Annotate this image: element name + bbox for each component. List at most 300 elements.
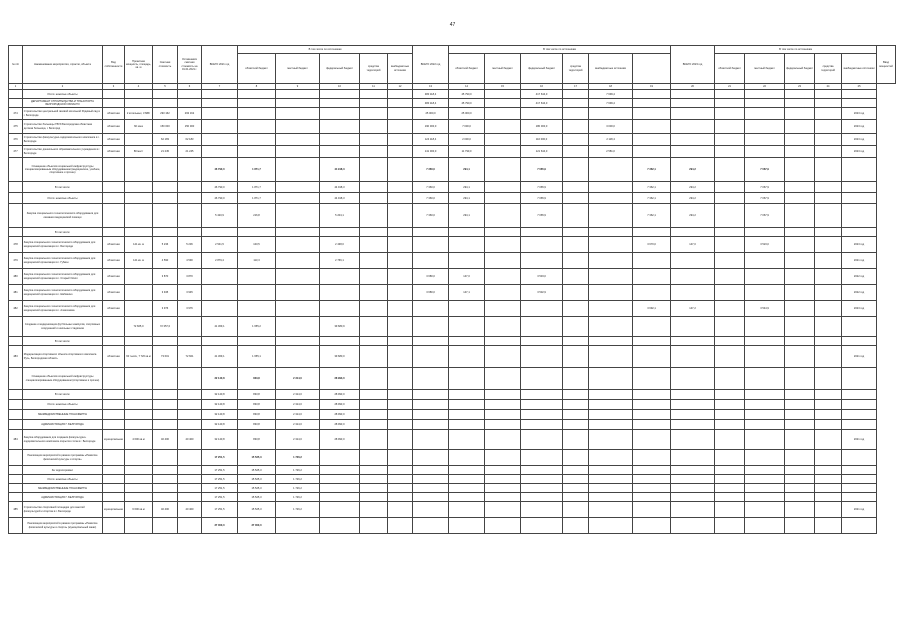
cell-cap: 4 600 кв.м [125,430,153,450]
cell-f22 [521,346,563,368]
cell-t21: 32 140,8 [202,430,238,450]
cell-f21 [320,285,360,301]
table-row [9,484,896,493]
cell-kind [103,182,125,193]
col-local-2023: местный бюджет [745,54,785,84]
cell-n: 484 [9,430,23,450]
cell-l23 [715,390,745,400]
cell-r23 [671,269,715,285]
cell-rem [178,493,202,502]
cell-l21 [276,204,320,228]
cell-name: Оснащение объектов социальной инфраструктуры специализированным оборудованием (медицинское, учебное, спортивное и прочее) [23,158,103,182]
cell-o21 [388,285,413,301]
cell-tr21 [360,182,388,193]
cell-n [9,317,23,337]
cell-f23 [745,400,785,410]
cell-l22 [485,253,521,269]
cell-tr21 [360,337,388,346]
cell-tr23 [785,120,815,134]
cell-r21 [238,99,276,108]
cell-name: Модернизация спортивного объекта спортивного комплекса Русь, Белгородская область [23,346,103,368]
cell-r23 [671,450,715,466]
cell-o22: 2 118,4 [589,134,633,146]
cell-tr22 [563,182,589,193]
cell-n: 476 [9,134,23,146]
cell-l22 [485,108,521,120]
cell-t23 [633,430,671,450]
cell-kind [103,193,125,204]
column-index-cell: 13 [413,84,449,90]
cell-f22 [521,253,563,269]
cell-tr21 [360,253,388,269]
cell-tr22 [563,253,589,269]
cell-l22 [485,493,521,502]
cell-r21 [238,146,276,158]
cell-r22 [449,430,485,450]
cell-l22 [485,90,521,99]
cell-f21 [320,518,360,534]
cell-o21 [388,410,413,420]
cell-tr22 [563,237,589,253]
cell-t22: 480 118,4 [413,90,449,99]
cell-r23: 147,2 [671,301,715,317]
cell-cost [153,193,178,204]
cell-cap: 141 кв. м [125,237,153,253]
cell-rem: 40 400 [178,430,202,450]
cell-cost [153,475,178,484]
cell-tr21 [360,466,388,475]
cell-r21 [238,285,276,301]
cell-inp: 2023 год [842,134,877,146]
cell-rem: 62 183 [178,134,202,146]
cell-tr22 [563,400,589,410]
cell-r23 [671,368,715,390]
cell-o22 [589,269,633,285]
cell-t22 [413,337,449,346]
cell-cap [125,228,153,237]
column-index-cell: 16 [521,84,563,90]
cell-l23 [715,368,745,390]
table-row [9,410,896,420]
cell-cost [153,484,178,493]
cell-r22: 45 790,0 [449,90,485,99]
cell-f22 [521,108,563,120]
cell-l22 [485,400,521,410]
cell-o22 [589,410,633,420]
cell-kind: областная [103,134,125,146]
cell-f23 [745,285,785,301]
cell-o21 [388,90,413,99]
cell-l22 [485,120,521,134]
cell-o21 [388,237,413,253]
cell-n: 485 [9,502,23,518]
cell-r21 [238,228,276,237]
cell-inp [842,466,877,475]
cell-r22: 294,1 [449,204,485,228]
cell-tr23 [785,193,815,204]
cell-r23 [671,400,715,410]
cell-rem [178,410,202,420]
cell-o21 [388,146,413,158]
cell-l21 [276,518,320,534]
cell-l21 [276,90,320,99]
cell-r22: 294,1 [449,193,485,204]
cell-l22 [485,317,521,337]
cell-cap [125,337,153,346]
cell-o21 [388,158,413,182]
cell-tr23 [785,204,815,228]
cell-t21: 32 140,8 [202,420,238,430]
cell-f21 [320,475,360,484]
cell-l23 [715,269,745,285]
cell-o21 [388,420,413,430]
cell-r21: 1 871,7 [238,182,276,193]
cell-o23 [815,400,842,410]
col-input: Ввод мощностей [877,46,896,84]
cell-cost [153,410,178,420]
cell-tr21 [360,285,388,301]
cell-r21: 113,3 [238,253,276,269]
cell-cost: 21 245 [153,146,178,158]
cell-tr21 [360,90,388,99]
cell-r23 [671,420,715,430]
cell-o21 [388,120,413,134]
cell-o21 [388,502,413,518]
cell-rem [178,90,202,99]
cell-r22: 11 790,0 [449,146,485,158]
cell-cost: 5 236 [153,237,178,253]
col-kind: Вид собственности [103,46,125,84]
table-row [9,108,896,120]
cell-t23 [633,400,671,410]
cell-t22 [413,253,449,269]
cell-f22: 3 532,9 [521,285,563,301]
cell-t23 [633,108,671,120]
cell-t23 [633,99,671,108]
cell-o23 [815,390,842,400]
cell-tr22 [563,368,589,390]
cell-t22: 7 360,0 [413,182,449,193]
cell-inp [842,410,877,420]
cell-r22 [449,410,485,420]
cell-t23 [633,285,671,301]
cell-f23 [745,450,785,466]
cell-cap [125,493,153,502]
table-row [9,390,896,400]
cell-name: Закупка специального технологического оборудования для медицинской организации в г. Губкин [23,253,103,269]
cell-kind: областная [103,120,125,134]
cell-l22 [485,420,521,430]
cell-r22 [449,253,485,269]
cell-o22 [589,158,633,182]
cell-tr22 [563,158,589,182]
cell-n [9,493,23,502]
table-row [9,134,896,146]
cell-o21 [388,484,413,493]
cell-kind: областная [103,285,125,301]
cell-rem [178,368,202,390]
cell-o23 [815,368,842,390]
col-blank-2022 [633,54,671,84]
cell-l22 [485,134,521,146]
cell-f23: 7 067,9 [745,204,785,228]
cell-n [9,450,23,466]
cell-cost [153,158,178,182]
cell-n [9,90,23,99]
cell-n [9,390,23,400]
cell-r21: 15 525,3 [238,450,276,466]
cell-o21 [388,134,413,146]
cell-name: Реализация мероприятий в рамках программы «Развитие физической культуры и спорта» (муниципальный заказ) [23,518,103,534]
cell-l21: 1 726,2 [276,493,320,502]
cell-r22 [449,346,485,368]
cell-tr23 [785,253,815,269]
cell-rem [178,400,202,410]
cell-o22 [589,228,633,237]
cell-t22: 124 118,4 [413,134,449,146]
cell-tr22 [563,337,589,346]
cell-tr23 [785,301,815,317]
table-row [9,253,896,269]
cell-o23 [815,99,842,108]
column-index-cell: 2 [23,84,103,90]
cell-f22 [521,228,563,237]
cell-r22 [449,337,485,346]
cell-o22 [589,400,633,410]
cell-o22 [589,204,633,228]
cell-t21: 17 251,5 [202,475,238,484]
cell-l23 [715,253,745,269]
cell-f21: 28 993,0 [320,420,360,430]
cell-l21 [276,120,320,134]
cell-tr22 [563,301,589,317]
cell-t22 [413,502,449,518]
cell-t22 [413,346,449,368]
cell-rem [178,518,202,534]
cell-l23 [715,237,745,253]
cell-name: Итого: нежилые объекты [23,90,103,99]
cell-tr22 [563,285,589,301]
cell-l21 [276,193,320,204]
cell-l22 [485,204,521,228]
cell-cap [125,518,153,534]
cell-rem [178,228,202,237]
cell-t22 [413,400,449,410]
cell-o22 [589,475,633,484]
cell-f21: 28 993,0 [320,430,360,450]
cell-f23 [745,368,785,390]
cell-name: Строительство центральной газовой котельной Родимый сад в г. Белгороде [23,108,103,120]
table-row [9,193,896,204]
col-regional-2022: областной бюджет [449,54,485,84]
cell-r23 [671,475,715,484]
cell-f23 [745,518,785,534]
cell-tr21 [360,400,388,410]
table-row [9,228,896,237]
cell-o23 [815,475,842,484]
cell-f23 [745,430,785,450]
cell-l22 [485,285,521,301]
cell-t23 [633,410,671,420]
cell-cost [153,368,178,390]
cell-t21: 5 420,9 [202,204,238,228]
cell-n [9,228,23,237]
cell-tr23 [785,158,815,182]
cell-kind: областная [103,269,125,285]
cell-cost [153,337,178,346]
cell-t21 [202,134,238,146]
cell-l23 [715,410,745,420]
cell-r22 [449,368,485,390]
cell-cost: 73 601 [153,346,178,368]
cell-inp [842,518,877,534]
cell-l22 [485,182,521,193]
cell-t23 [633,466,671,475]
cell-n [9,410,23,420]
table-row [9,204,896,228]
cell-cost: 3 976 [153,301,178,317]
cell-o21 [388,450,413,466]
cell-o21 [388,317,413,337]
cell-kind: областная [103,346,125,368]
cell-r22: 2 000,0 [449,134,485,146]
cell-f21: 44 918,3 [320,158,360,182]
cell-o22 [589,285,633,301]
cell-t22 [413,475,449,484]
cell-tr21 [360,475,388,484]
cell-l23 [715,90,745,99]
cell-t21: 46 790,0 [202,193,238,204]
cell-rem [178,466,202,475]
column-index-cell: 25 [842,84,877,90]
cell-r21: 15 525,3 [238,502,276,518]
cell-cap [125,99,153,108]
cell-cost [153,420,178,430]
cell-f22: 3 533,0 [521,269,563,285]
cell-inp: 2022 год [842,269,877,285]
col-federal-2023: федеральный бюджет [785,54,815,84]
cell-f22 [521,237,563,253]
cell-t23 [633,502,671,518]
cell-l22 [485,301,521,317]
cell-r22 [449,301,485,317]
cell-l21: 2 314,0 [276,410,320,420]
cell-inp: 2023 год [842,301,877,317]
cell-tr21 [360,430,388,450]
cell-f23 [745,484,785,493]
col-local-2021: местный бюджет [276,54,320,84]
cell-r23 [671,108,715,120]
cell-t23 [633,269,671,285]
cell-t21 [202,108,238,120]
cell-t21: 41 369,1 [202,317,238,337]
table-row [9,269,896,285]
cell-r21: 833,8 [238,430,276,450]
cell-n [9,400,23,410]
column-index-cell: 8 [238,84,276,90]
cell-name: В том числе: [23,182,103,193]
table-row [9,237,896,253]
cell-cap [125,390,153,400]
col-offbudget-2021: внебюджетные источники [388,54,413,84]
cell-o21 [388,493,413,502]
cell-r21 [238,269,276,285]
table-row [9,493,896,502]
cell-t21: 17 251,5 [202,493,238,502]
cell-l23 [715,134,745,146]
cell-t21 [202,337,238,346]
cell-o22: 7 699,4 [589,99,633,108]
cell-l22 [485,410,521,420]
cell-o23 [815,430,842,450]
cell-f23 [745,475,785,484]
cell-f21: 39 680,0 [320,346,360,368]
cell-cap [125,204,153,228]
cell-f21: 44 918,3 [320,182,360,193]
column-index-cell: 6 [178,84,202,90]
cell-t21 [202,120,238,134]
cell-r23 [671,518,715,534]
cell-cost [153,99,178,108]
cell-n [9,193,23,204]
cell-tr22 [563,410,589,420]
cell-tr21 [360,493,388,502]
table-row [9,430,896,450]
cell-t23: 3 692,1 [633,301,671,317]
cell-inp: 2023 год [842,146,877,158]
column-index-cell: 3 [103,84,125,90]
cell-t21: 2 541,5 [202,237,238,253]
table-row [9,158,896,182]
cell-o23 [815,493,842,502]
cell-r21: 1 871,7 [238,158,276,182]
column-index-cell: 24 [815,84,842,90]
cell-rem: 40 400 [178,502,202,518]
column-index-cell: 10 [320,84,360,90]
cell-t22 [413,484,449,493]
cell-cost: 72 357,0 [153,317,178,337]
cell-t21 [202,228,238,237]
cell-n [9,466,23,475]
cell-t23 [633,90,671,99]
cell-t22 [413,420,449,430]
cell-l22 [485,368,521,390]
cell-f23 [745,99,785,108]
cell-r21 [238,301,276,317]
cell-o23 [815,228,842,237]
cell-l22 [485,228,521,237]
cell-o23 [815,269,842,285]
cell-l23 [715,317,745,337]
cell-tr21 [360,193,388,204]
cell-f21: 39 680,9 [320,317,360,337]
cell-tr23 [785,475,815,484]
cell-cap [125,269,153,285]
cell-f21 [320,134,360,146]
cell-t21: 32 140,8 [202,410,238,420]
cell-l21 [276,269,320,285]
cell-o22: 3 000,0 [589,120,633,134]
cell-l23 [715,108,745,120]
cell-l22 [485,430,521,450]
cell-cost [153,466,178,475]
cell-l21: 2 314,0 [276,430,320,450]
cell-f23: 7 067,9 [745,193,785,204]
cell-rem: 5 236 [178,237,202,253]
cell-o22: 2 581,0 [589,146,633,158]
cell-o22: 7 699,4 [589,90,633,99]
cell-tr23 [785,484,815,493]
